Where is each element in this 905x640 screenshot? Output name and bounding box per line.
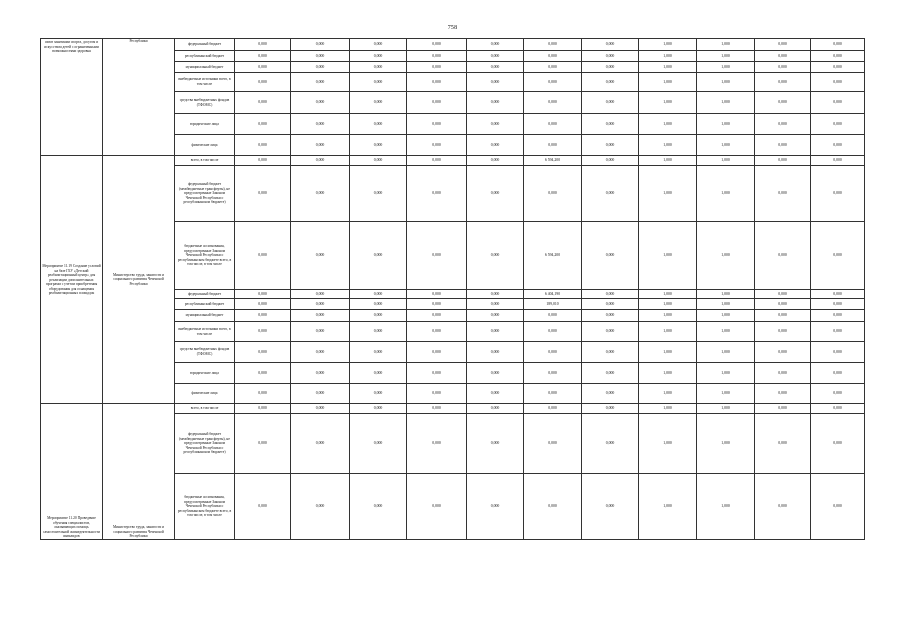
- amount-cell: 0,000: [350, 73, 407, 92]
- amount-cell: 0,000: [524, 322, 582, 342]
- amount-cell: 0,000: [407, 299, 467, 310]
- amount-cell: 0,000: [350, 322, 407, 342]
- amount-cell: 189,010: [524, 299, 582, 310]
- amount-cell: 0,000: [582, 342, 639, 363]
- amount-cell: 0,000: [350, 135, 407, 156]
- amount-cell: 1,000: [697, 299, 755, 310]
- amount-cell: 1,000: [639, 384, 697, 404]
- amount-cell: 0,000: [582, 51, 639, 62]
- amount-cell: 1,000: [697, 404, 755, 414]
- amount-cell: 0,000: [755, 92, 811, 114]
- amount-cell: 0,000: [467, 114, 524, 135]
- amount-cell: 1,000: [639, 166, 697, 222]
- amount-cell: 0,000: [524, 404, 582, 414]
- amount-cell: 1,000: [697, 414, 755, 474]
- amount-cell: 1,000: [697, 290, 755, 299]
- amount-cell: 0,000: [755, 114, 811, 135]
- amount-cell: 0,000: [467, 39, 524, 51]
- amount-cell: 1,000: [639, 39, 697, 51]
- amount-cell: 1,000: [697, 135, 755, 156]
- amount-cell: 0,000: [524, 384, 582, 404]
- amount-cell: 0,000: [235, 474, 291, 540]
- amount-cell: 0,000: [350, 299, 407, 310]
- amount-cell: 0,000: [467, 73, 524, 92]
- amount-cell: 0,000: [811, 92, 865, 114]
- amount-cell: 0,000: [235, 310, 291, 322]
- amount-cell: 0,000: [524, 73, 582, 92]
- amount-cell: 1,000: [639, 135, 697, 156]
- amount-cell: 0,000: [811, 222, 865, 290]
- amount-cell: 0,000: [350, 51, 407, 62]
- amount-cell: 0,000: [582, 363, 639, 384]
- amount-cell: 1,000: [639, 114, 697, 135]
- amount-cell: 0,000: [467, 404, 524, 414]
- amount-cell: 1,000: [697, 92, 755, 114]
- amount-cell: 0,000: [755, 342, 811, 363]
- amount-cell: 0,000: [407, 156, 467, 166]
- amount-cell: 0,000: [582, 384, 639, 404]
- page-number: 758: [447, 25, 458, 31]
- amount-cell: 1,000: [697, 222, 755, 290]
- amount-cell: 0,000: [811, 51, 865, 62]
- amount-cell: 0,000: [235, 62, 291, 73]
- amount-cell: 0,000: [524, 62, 582, 73]
- amount-cell: 0,000: [291, 404, 350, 414]
- amount-cell: 0,000: [467, 414, 524, 474]
- amount-cell: 6 594,200: [524, 156, 582, 166]
- funding-source: всего, в том числе: [175, 156, 235, 166]
- funding-source: федеральный бюджет (межбюджетные трансферты), не предусмотренные Законом Чеченской Республики о республиканском бюджете): [175, 166, 235, 222]
- amount-cell: 6 404,190: [524, 290, 582, 299]
- funding-source: средства внебюджетных фондов (ТФОМС): [175, 342, 235, 363]
- funding-source: муниципальный бюджет: [175, 310, 235, 322]
- amount-cell: 0,000: [350, 222, 407, 290]
- amount-cell: 0,000: [235, 322, 291, 342]
- amount-cell: 0,000: [291, 135, 350, 156]
- amount-cell: 0,000: [235, 135, 291, 156]
- responsible-executor: Министерство труда, занятости и социального развития Чеченской Республики: [103, 404, 175, 540]
- amount-cell: 0,000: [755, 404, 811, 414]
- amount-cell: 0,000: [755, 414, 811, 474]
- table-row: [41, 404, 865, 414]
- funding-source: внебюджетные источники всего, в том числе: [175, 322, 235, 342]
- activity-description: Мероприятие 11.19 Создание условий на базе ГБУ «Детский реабилитационный центр» для реализации дополнительных программ с учетом приобретения оборудования для оснащения реабилитационных площадок: [41, 156, 103, 404]
- amount-cell: 0,000: [755, 290, 811, 299]
- funding-source: федеральный бюджет (межбюджетные трансферты), не предусмотренные Законом Чеченской Республики о республиканском бюджете): [175, 414, 235, 474]
- amount-cell: 0,000: [755, 310, 811, 322]
- amount-cell: 0,000: [350, 92, 407, 114]
- amount-cell: 0,000: [407, 135, 467, 156]
- amount-cell: 0,000: [811, 166, 865, 222]
- amount-cell: 0,000: [407, 39, 467, 51]
- amount-cell: 0,000: [350, 414, 407, 474]
- amount-cell: 0,000: [350, 114, 407, 135]
- amount-cell: 0,000: [291, 51, 350, 62]
- funding-source: средства внебюджетных фондов (ТФОМС): [175, 92, 235, 114]
- amount-cell: 0,000: [291, 299, 350, 310]
- amount-cell: 1,000: [697, 114, 755, 135]
- funding-source: всего, в том числе: [175, 404, 235, 414]
- amount-cell: 0,000: [755, 156, 811, 166]
- amount-cell: 1,000: [639, 62, 697, 73]
- amount-cell: 0,000: [407, 414, 467, 474]
- amount-cell: 1,000: [639, 222, 697, 290]
- amount-cell: 0,000: [291, 363, 350, 384]
- amount-cell: 0,000: [467, 51, 524, 62]
- amount-cell: 0,000: [755, 62, 811, 73]
- amount-cell: 1,000: [639, 73, 697, 92]
- amount-cell: 0,000: [407, 384, 467, 404]
- funding-source: бюджетные ассигнования, предусмотренные Законом Чеченской Республики о республиканском бюджете всего, в том числе, в том числе: [175, 474, 235, 540]
- amount-cell: 0,000: [811, 414, 865, 474]
- amount-cell: 0,000: [582, 114, 639, 135]
- amount-cell: 0,000: [291, 39, 350, 51]
- amount-cell: 0,000: [291, 290, 350, 299]
- amount-cell: 0,000: [467, 474, 524, 540]
- amount-cell: 0,000: [291, 92, 350, 114]
- amount-cell: 0,000: [582, 156, 639, 166]
- amount-cell: 0,000: [235, 73, 291, 92]
- amount-cell: 1,000: [639, 322, 697, 342]
- amount-cell: 0,000: [291, 73, 350, 92]
- amount-cell: 0,000: [350, 62, 407, 73]
- amount-cell: 0,000: [291, 62, 350, 73]
- amount-cell: 0,000: [582, 404, 639, 414]
- amount-cell: 0,000: [291, 474, 350, 540]
- amount-cell: 0,000: [467, 342, 524, 363]
- amount-cell: 0,000: [291, 384, 350, 404]
- amount-cell: 0,000: [582, 322, 639, 342]
- funding-source: республиканский бюджет: [175, 299, 235, 310]
- amount-cell: 0,000: [811, 310, 865, 322]
- amount-cell: 0,000: [524, 342, 582, 363]
- amount-cell: 0,000: [524, 363, 582, 384]
- funding-source: внебюджетные источники всего, в том числе: [175, 73, 235, 92]
- amount-cell: 0,000: [350, 156, 407, 166]
- amount-cell: 1,000: [697, 363, 755, 384]
- amount-cell: 0,000: [235, 166, 291, 222]
- amount-cell: 0,000: [350, 363, 407, 384]
- amount-cell: 1,000: [639, 414, 697, 474]
- amount-cell: 0,000: [407, 322, 467, 342]
- amount-cell: 0,000: [350, 474, 407, 540]
- amount-cell: 0,000: [235, 51, 291, 62]
- amount-cell: 0,000: [407, 310, 467, 322]
- amount-cell: 1,000: [639, 404, 697, 414]
- amount-cell: 0,000: [407, 73, 467, 92]
- amount-cell: 0,000: [407, 290, 467, 299]
- amount-cell: 1,000: [697, 73, 755, 92]
- amount-cell: 0,000: [235, 156, 291, 166]
- amount-cell: 0,000: [811, 474, 865, 540]
- amount-cell: 0,000: [582, 39, 639, 51]
- amount-cell: 0,000: [235, 290, 291, 299]
- amount-cell: 0,000: [811, 404, 865, 414]
- amount-cell: 0,000: [755, 322, 811, 342]
- amount-cell: 0,000: [467, 222, 524, 290]
- amount-cell: 0,000: [291, 166, 350, 222]
- amount-cell: 0,000: [755, 73, 811, 92]
- amount-cell: 0,000: [811, 73, 865, 92]
- amount-cell: 0,000: [811, 342, 865, 363]
- activity-description: Мероприятие 11.20 Проведение обучения специалистов, оказывающих помощь самостоятельной жизнедеятельности инвалидов: [41, 404, 103, 540]
- amount-cell: 0,000: [755, 363, 811, 384]
- amount-cell: 0,000: [467, 363, 524, 384]
- amount-cell: 0,000: [350, 290, 407, 299]
- amount-cell: 0,000: [582, 62, 639, 73]
- amount-cell: 0,000: [407, 404, 467, 414]
- amount-cell: 0,000: [350, 384, 407, 404]
- amount-cell: 1,000: [697, 156, 755, 166]
- amount-cell: 0,000: [291, 414, 350, 474]
- amount-cell: 0,000: [407, 62, 467, 73]
- amount-cell: 0,000: [582, 310, 639, 322]
- amount-cell: 0,000: [811, 299, 865, 310]
- amount-cell: 0,000: [755, 166, 811, 222]
- amount-cell: 1,000: [639, 290, 697, 299]
- amount-cell: 0,000: [582, 166, 639, 222]
- amount-cell: 0,000: [235, 299, 291, 310]
- amount-cell: 0,000: [811, 156, 865, 166]
- amount-cell: 0,000: [350, 39, 407, 51]
- amount-cell: 1,000: [639, 299, 697, 310]
- amount-cell: 0,000: [291, 342, 350, 363]
- amount-cell: 0,000: [291, 310, 350, 322]
- amount-cell: 0,000: [524, 414, 582, 474]
- amount-cell: 0,000: [811, 135, 865, 156]
- amount-cell: 1,000: [697, 166, 755, 222]
- amount-cell: 0,000: [467, 92, 524, 114]
- amount-cell: 1,000: [697, 51, 755, 62]
- amount-cell: 1,000: [639, 363, 697, 384]
- amount-cell: 0,000: [235, 414, 291, 474]
- amount-cell: 0,000: [524, 310, 582, 322]
- funding-source: федеральный бюджет: [175, 39, 235, 51]
- amount-cell: 1,000: [697, 384, 755, 404]
- amount-cell: 0,000: [582, 92, 639, 114]
- funding-source: федеральный бюджет: [175, 290, 235, 299]
- amount-cell: 0,000: [467, 299, 524, 310]
- funding-source: бюджетные ассигнования, предусмотренные Законом Чеченской Республики о республиканском бюджете всего, в том числе, в том числе: [175, 222, 235, 290]
- amount-cell: 0,000: [235, 92, 291, 114]
- amount-cell: 0,000: [582, 290, 639, 299]
- amount-cell: 0,000: [755, 474, 811, 540]
- amount-cell: 0,000: [235, 384, 291, 404]
- amount-cell: 0,000: [467, 166, 524, 222]
- amount-cell: 1,000: [697, 474, 755, 540]
- amount-cell: 0,000: [582, 299, 639, 310]
- amount-cell: 0,000: [235, 342, 291, 363]
- activity-description: охват занятиями спорта, досугом и искусством детей с ограниченными возможностями здоровья: [41, 39, 103, 156]
- funding-source: республиканский бюджет: [175, 51, 235, 62]
- funding-source: муниципальный бюджет: [175, 62, 235, 73]
- amount-cell: 0,000: [524, 135, 582, 156]
- amount-cell: 0,000: [811, 322, 865, 342]
- table-row: [41, 156, 865, 166]
- amount-cell: 0,000: [407, 474, 467, 540]
- amount-cell: 0,000: [755, 51, 811, 62]
- amount-cell: 0,000: [524, 166, 582, 222]
- amount-cell: 0,000: [755, 384, 811, 404]
- amount-cell: 0,000: [582, 414, 639, 474]
- amount-cell: 0,000: [407, 92, 467, 114]
- amount-cell: 0,000: [291, 156, 350, 166]
- amount-cell: 0,000: [407, 166, 467, 222]
- amount-cell: 0,000: [524, 92, 582, 114]
- amount-cell: 1,000: [697, 322, 755, 342]
- amount-cell: 0,000: [407, 363, 467, 384]
- budget-table: [40, 38, 865, 540]
- amount-cell: 1,000: [639, 310, 697, 322]
- amount-cell: 0,000: [524, 474, 582, 540]
- amount-cell: 0,000: [755, 135, 811, 156]
- amount-cell: 0,000: [350, 166, 407, 222]
- amount-cell: 0,000: [467, 322, 524, 342]
- amount-cell: 0,000: [755, 299, 811, 310]
- amount-cell: 0,000: [467, 310, 524, 322]
- amount-cell: 0,000: [467, 384, 524, 404]
- amount-cell: 0,000: [467, 135, 524, 156]
- funding-source: юридические лица: [175, 363, 235, 384]
- amount-cell: 0,000: [811, 62, 865, 73]
- table-row: [41, 39, 865, 51]
- amount-cell: 1,000: [697, 39, 755, 51]
- amount-cell: 0,000: [755, 39, 811, 51]
- amount-cell: 0,000: [755, 222, 811, 290]
- amount-cell: 0,000: [235, 39, 291, 51]
- amount-cell: 0,000: [350, 310, 407, 322]
- amount-cell: 0,000: [524, 51, 582, 62]
- amount-cell: 0,000: [291, 222, 350, 290]
- amount-cell: 0,000: [467, 290, 524, 299]
- amount-cell: 1,000: [697, 62, 755, 73]
- amount-cell: 0,000: [350, 404, 407, 414]
- amount-cell: 1,000: [639, 342, 697, 363]
- amount-cell: 0,000: [467, 156, 524, 166]
- amount-cell: 1,000: [639, 92, 697, 114]
- amount-cell: 0,000: [235, 222, 291, 290]
- amount-cell: 0,000: [524, 114, 582, 135]
- amount-cell: 0,000: [811, 39, 865, 51]
- amount-cell: 0,000: [582, 222, 639, 290]
- responsible-executor: Министерство труда, занятости и социального развития Чеченской Республики: [103, 156, 175, 404]
- amount-cell: 1,000: [639, 51, 697, 62]
- amount-cell: 0,000: [811, 290, 865, 299]
- amount-cell: 1,000: [697, 342, 755, 363]
- amount-cell: 0,000: [582, 73, 639, 92]
- amount-cell: 0,000: [811, 384, 865, 404]
- amount-cell: 0,000: [407, 222, 467, 290]
- table-body: [41, 39, 865, 540]
- amount-cell: 0,000: [524, 39, 582, 51]
- amount-cell: 0,000: [291, 114, 350, 135]
- amount-cell: 1,000: [639, 156, 697, 166]
- amount-cell: 0,000: [407, 342, 467, 363]
- amount-cell: 0,000: [291, 322, 350, 342]
- amount-cell: 0,000: [407, 114, 467, 135]
- amount-cell: 0,000: [811, 363, 865, 384]
- responsible-executor: Республики: [103, 39, 175, 156]
- amount-cell: 0,000: [582, 135, 639, 156]
- amount-cell: 6 594,200: [524, 222, 582, 290]
- amount-cell: 0,000: [235, 404, 291, 414]
- amount-cell: 1,000: [697, 310, 755, 322]
- amount-cell: 0,000: [350, 342, 407, 363]
- amount-cell: 0,000: [235, 114, 291, 135]
- funding-source: физические лица: [175, 384, 235, 404]
- amount-cell: 0,000: [407, 51, 467, 62]
- amount-cell: 0,000: [811, 114, 865, 135]
- funding-source: юридические лица: [175, 114, 235, 135]
- amount-cell: 0,000: [582, 474, 639, 540]
- funding-source: физические лица: [175, 135, 235, 156]
- amount-cell: 0,000: [235, 363, 291, 384]
- amount-cell: 1,000: [639, 474, 697, 540]
- amount-cell: 0,000: [467, 62, 524, 73]
